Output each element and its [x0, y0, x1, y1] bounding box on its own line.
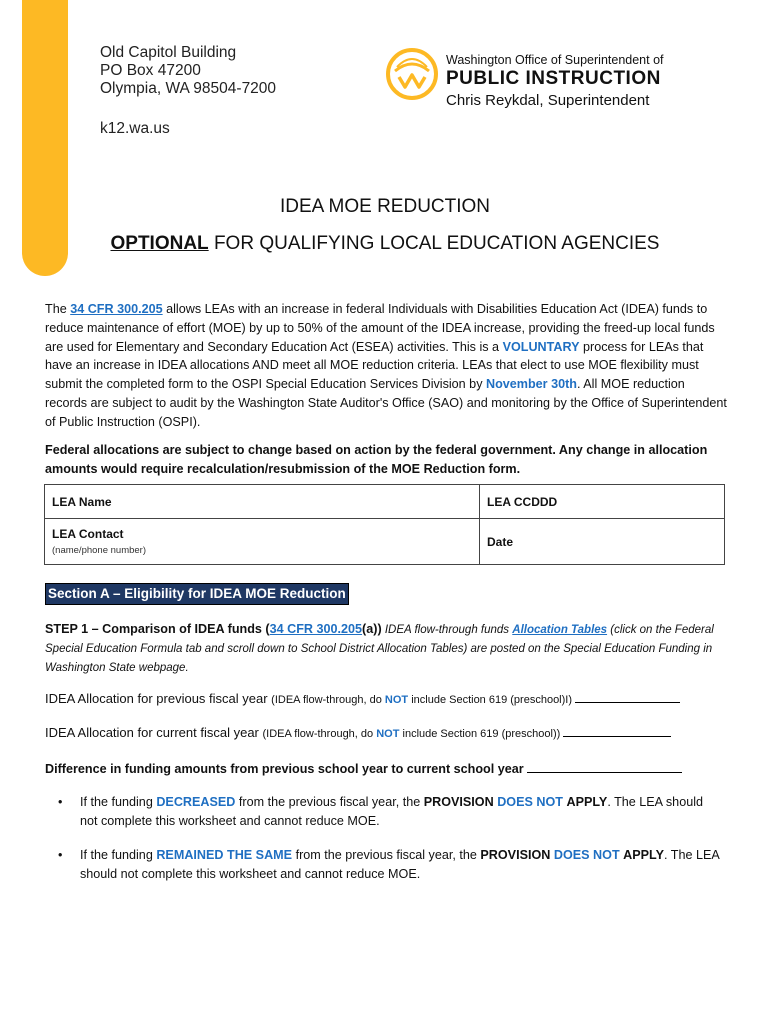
date-label: Date — [487, 534, 514, 549]
lea-contact-label: LEA Contact — [52, 527, 124, 541]
address-line: PO Box 47200 — [100, 62, 201, 79]
ospi-logo — [385, 47, 675, 117]
bullet-decreased — [58, 793, 730, 833]
subtitle-rest: FOR QUALIFYING LOCAL EDUCATION AGENCIES — [208, 233, 660, 254]
website-link[interactable]: k12.wa.us — [100, 120, 170, 137]
bullet-mark: • — [58, 795, 63, 809]
provision-label: PROVISION — [423, 795, 494, 809]
prev-allocation-note: include Section 619 (preschool)I) — [408, 694, 576, 706]
lea-ccddd-field[interactable] — [480, 485, 725, 519]
voluntary-label: VOLUNTARY — [502, 339, 580, 354]
ospi-address — [100, 44, 276, 138]
intro-text: allows LEAs with an increase in federal Individuals with Disabilities Education Act (IDEA) funds to reduce maintenance of effort (MOE) by up to 50% of the amount of the IDEA increase, providing the freed-up local funds are used for Elementary and Secondary Education Act (ESEA) activities. This is a — [45, 302, 715, 354]
curr-allocation-note: include Section 619 (preschool)) — [399, 728, 564, 740]
lea-contact-field[interactable] — [45, 519, 480, 565]
document-subtitle — [0, 233, 770, 255]
remained-same-label: REMAINED THE SAME — [156, 848, 293, 862]
difference-label: Difference in funding amounts from previous school year to current school year — [45, 762, 528, 776]
ospi-emblem-icon — [385, 47, 439, 101]
logo-line2: PUBLIC INSTRUCTION — [446, 68, 661, 89]
curr-allocation-label: IDEA Allocation for current fiscal year — [45, 725, 263, 740]
logo-line3: Chris Reykdal, Superintendent — [446, 92, 650, 109]
allocation-warning: Federal allocations are subject to change based on action by the federal government. Any change in allocation amounts would require recalculation/resubmission of the MOE Reduction form. — [45, 443, 708, 476]
difference-input[interactable] — [527, 760, 682, 773]
apply-label: APPLY — [566, 795, 608, 809]
step-1 — [45, 620, 735, 677]
not-label: NOT — [384, 694, 409, 706]
prev-allocation-row — [45, 690, 680, 706]
document-title: IDEA MOE REDUCTION — [279, 196, 491, 217]
prev-allocation-label: IDEA Allocation for previous fiscal year — [45, 691, 272, 706]
step-text: (click on the Federal Special Education Formula tab and scroll down to School District Allocation Tables) are posted on the Special Education Funding in Washington State webpage. — [45, 624, 714, 674]
intro-text: . All MOE reduction records are subject to audit by the Washington State Auditor's Office (SAO) and monitoring by the Office of Superintendent of Public Instruction (OSPI). — [45, 377, 727, 429]
allocation-tables-link[interactable]: Allocation Tables — [512, 624, 608, 636]
prev-allocation-input[interactable] — [575, 690, 680, 703]
curr-allocation-input[interactable] — [563, 724, 671, 737]
lea-name-field[interactable] — [45, 485, 480, 519]
bullet-mark: • — [58, 848, 63, 862]
bullet-text: . The LEA should not complete this worksheet and cannot reduce MOE. — [80, 795, 704, 828]
lea-name-label: LEA Name — [52, 494, 112, 509]
lea-info-table — [44, 484, 725, 565]
intro-text: The — [45, 302, 71, 316]
address-line: Old Capitol Building — [100, 44, 237, 61]
does-not-label: DOES NOT — [553, 848, 620, 862]
curr-allocation-row — [45, 724, 671, 740]
deadline-label: November 30th — [485, 377, 577, 392]
optional-label: OPTIONAL — [110, 233, 209, 254]
logo-line1: Washington Office of Superintendent of — [446, 53, 664, 67]
bullet-text: from the previous fiscal year, the — [235, 795, 424, 809]
decreased-label: DECREASED — [156, 795, 236, 809]
lea-contact-hint: (name/phone number) — [52, 545, 146, 556]
bullet-text: . The LEA should not complete this worksheet and cannot reduce MOE. — [80, 848, 720, 881]
step-text: IDEA flow-through funds — [381, 624, 513, 636]
curr-allocation-note: (IDEA flow-through, do — [262, 728, 377, 740]
provision-label: PROVISION — [480, 848, 551, 862]
intro-text: process for LEAs that have an increase in IDEA allocations AND meet all MOE reduction criteria. LEAs that elect to use MOE flexibility must submit the completed form to the OSPI Special Education Services Division by — [45, 339, 704, 392]
bullet-text: If the funding — [80, 795, 157, 809]
apply-label: APPLY — [623, 848, 664, 862]
address-line: Olympia, WA 98504-7200 — [100, 80, 277, 97]
cfr-link[interactable]: 34 CFR 300.205 — [70, 302, 163, 316]
date-field[interactable] — [480, 519, 725, 565]
bullet-text: from the previous fiscal year, the — [292, 848, 481, 862]
prev-allocation-note: (IDEA flow-through, do — [271, 694, 385, 706]
step-suffix: (a)) — [362, 622, 382, 636]
intro-paragraph — [45, 300, 730, 432]
bullet-remained-same — [58, 846, 730, 886]
step-label: STEP 1 – Comparison of IDEA funds ( — [45, 622, 270, 636]
step-cfr-link[interactable]: 34 CFR 300.205 — [269, 622, 363, 636]
section-a-heading: Section A – Eligibility for IDEA MOE Reduction — [45, 583, 349, 605]
not-label: NOT — [376, 728, 400, 740]
difference-row — [45, 760, 682, 776]
does-not-label: DOES NOT — [497, 795, 563, 809]
lea-ccddd-label: LEA CCDDD — [487, 494, 558, 509]
bullet-text: If the funding — [80, 848, 157, 862]
